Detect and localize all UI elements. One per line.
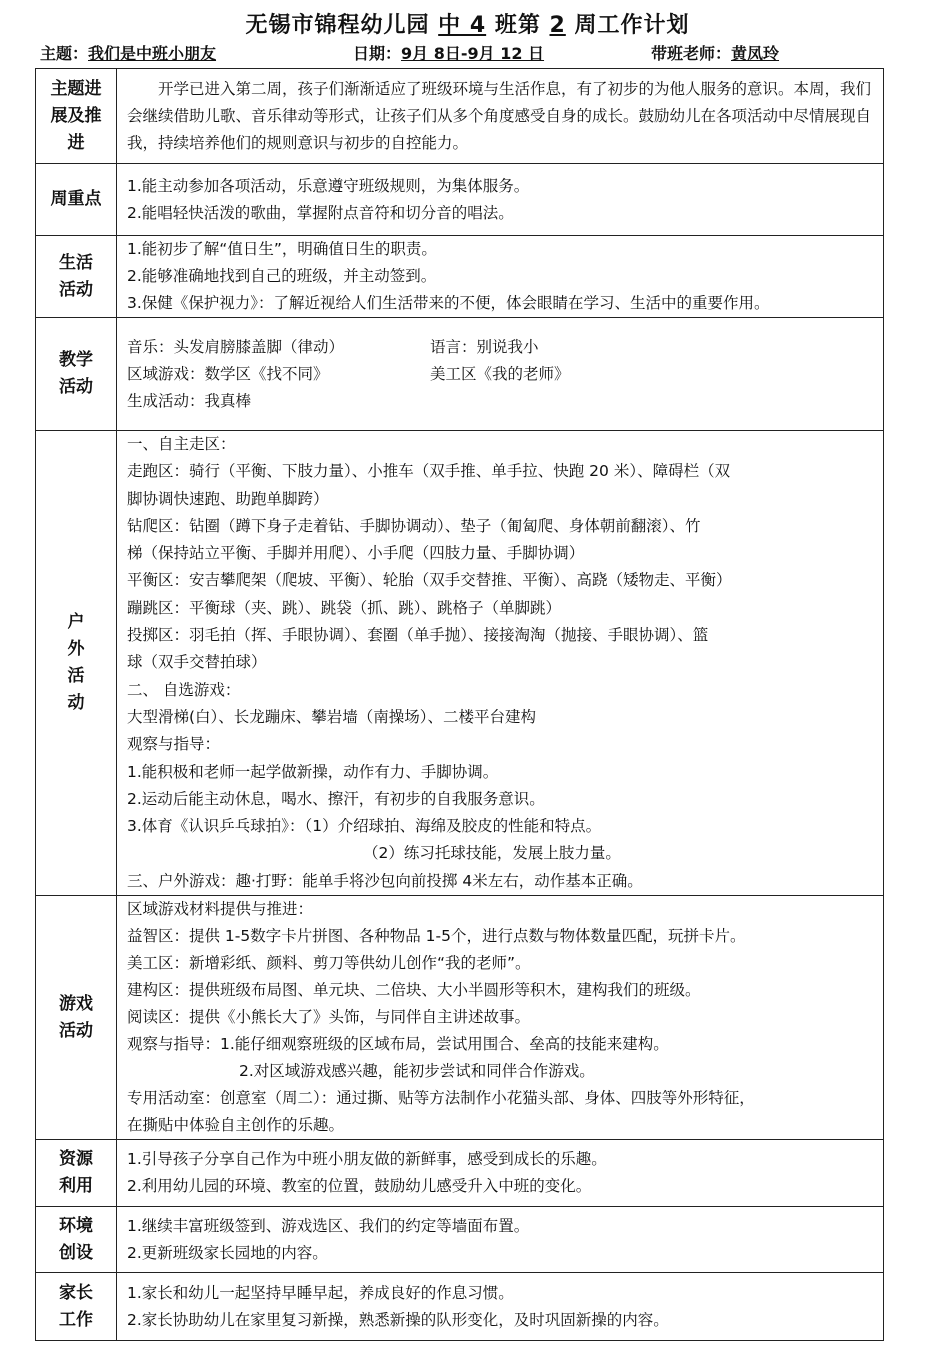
- week-number: 2: [549, 13, 566, 38]
- label-life: 生活 活动: [36, 236, 117, 318]
- content-environment: 1.继续丰富班级签到、游戏选区、我们的约定等墙面布置。 2.更新班级家长园地的内容。: [117, 1207, 884, 1273]
- row-games: [36, 896, 884, 1140]
- teacher-value: 黄凤玲: [731, 44, 780, 63]
- row-focus: [36, 164, 884, 236]
- page-title: [0, 8, 935, 39]
- content-life: 1.能初步了解“值日生”，明确值日生的职责。 2.能够准确地找到自己的班级，并主动签到。 3.保健《保护视力》：了解近视给人们生活带来的不便，体会眼睛在学习、生活中的重要作用。: [117, 236, 884, 318]
- row-progress: [36, 69, 884, 164]
- row-life: [36, 236, 884, 318]
- label-games: 游戏 活动: [36, 896, 117, 1140]
- label-outdoor: 户 外 活 动: [36, 431, 117, 896]
- label-resources: 资源 利用: [36, 1140, 117, 1207]
- row-resources: [36, 1140, 884, 1207]
- title-suffix: 周工作计划: [574, 13, 690, 38]
- content-games: 区域游戏材料提供与推进： 益智区：提供 1-5数字卡片拼图、各种物品 1-5个，进行点数与物体数量匹配，玩拼卡片。 美工区：新增彩纸、颜料、剪刀等供幼儿创作“我的老师”。 建构区：提供班级布局图、单元块、二倍块、大小半圆形等积木，建构我们的班级。 阅读区：提供《小熊长大了》头饰，与同伴自主讲述故事。 观察与指导：1.能仔细观察班级的区域布局，尝试用围合、垒高的技能来建构。 2.对区域游戏感兴趣，能初步尝试和同伴合作游戏。 专用活动室：创意室（周二）：通过撕、贴等方法制作小花猫头部、身体、四肢等外形特征， 在撕贴中体验自主创作的乐趣。: [117, 896, 884, 1140]
- weekly-plan-table: [35, 68, 884, 1341]
- class-name: 中 4: [438, 13, 487, 38]
- content-progress: 开学已进入第二周，孩子们渐渐适应了班级环境与生活作息，有了初步的为他人服务的意识。本周，我们会继续借助儿歌、音乐律动等形式，让孩子们从多个角度感受自身的成长。鼓励幼儿在各项活动中尽情展现自我，持续培养他们的规则意识与初步的自控能力。: [117, 69, 884, 164]
- row-parents: [36, 1273, 884, 1341]
- content-parents: 1.家长和幼儿一起坚持早睡早起，养成良好的作息习惯。 2.家长协助幼儿在家里复习新操，熟悉新操的队形变化，及时巩固新操的内容。: [117, 1273, 884, 1341]
- label-parents: 家长 工作: [36, 1273, 117, 1341]
- date-value: 9月 8日-9月 12 日: [401, 44, 545, 63]
- row-outdoor: [36, 431, 884, 896]
- theme-label: 主题：: [40, 44, 89, 63]
- content-resources: 1.引导孩子分享自己作为中班小朋友做的新鲜事，感受到成长的乐趣。 2.利用幼儿园的环境、教室的位置，鼓励幼儿感受升入中班的变化。: [117, 1140, 884, 1207]
- row-teaching: [36, 318, 884, 431]
- class-suffix: 班第: [494, 13, 541, 38]
- school-name: 无锡市锦程幼儿园: [245, 13, 430, 38]
- plan-info: [40, 41, 890, 65]
- theme-value: 我们是中班小朋友: [88, 44, 217, 63]
- content-teaching: 音乐：头发肩膀膝盖脚（律动） 语言：别说我小 区域游戏：数学区《找不同》 美工区《我的老师》 生成活动：我真棒: [117, 318, 884, 431]
- label-environment: 环境 创设: [36, 1207, 117, 1273]
- teacher-label: 带班老师：: [651, 44, 732, 63]
- row-environment: [36, 1207, 884, 1273]
- content-outdoor: 一、自主走区： 走跑区：骑行（平衡、下肢力量）、小推车（双手推、单手拉、快跑 20 米）、障碍栏（双 脚协调快速跑、助跑单脚跨） 钻爬区：钻圈（蹲下身子走着钻、手脚协调动）、垫子（匍匐爬、身体朝前翻滚）、竹 梯（保持站立平衡、手脚并用爬）、小手爬（四肢力量、手脚协调） 平衡区：安吉攀爬架（爬坡、平衡）、轮胎（双手交替推、平衡）、高跷（矮物走、平衡） 蹦跳区：平衡球（夹、跳）、跳袋（抓、跳）、跳格子（单脚跳） 投掷区：羽毛拍（挥、手眼协调）、套圈（单手抛）、接接淘淘（抛接、手眼协调）、篮 球（双手交替拍球） 二、 自选游戏： 大型滑梯(白）、长龙蹦床、攀岩墙（南操场）、二楼平台建构 观察与指导： 1.能积极和老师一起学做新操，动作有力、手脚协调。 2.运动后能主动休息，喝水、擦汗，有初步的自我服务意识。 3.体育《认识乒乓球拍》：（1）介绍球拍、海绵及胶皮的性能和特点。 （2）练习托球技能，发展上肢力量。 三、户外游戏：趣·打野：能单手将沙包向前投掷 4米左右，动作基本正确。: [117, 431, 884, 896]
- label-focus: 周重点: [36, 164, 117, 236]
- label-progress: 主题进展及推进: [36, 69, 117, 164]
- label-teaching: 教学 活动: [36, 318, 117, 431]
- date-label: 日期：: [353, 44, 402, 63]
- content-focus: 1.能主动参加各项活动，乐意遵守班级规则，为集体服务。 2.能唱轻快活泼的歌曲，掌握附点音符和切分音的唱法。: [117, 164, 884, 236]
